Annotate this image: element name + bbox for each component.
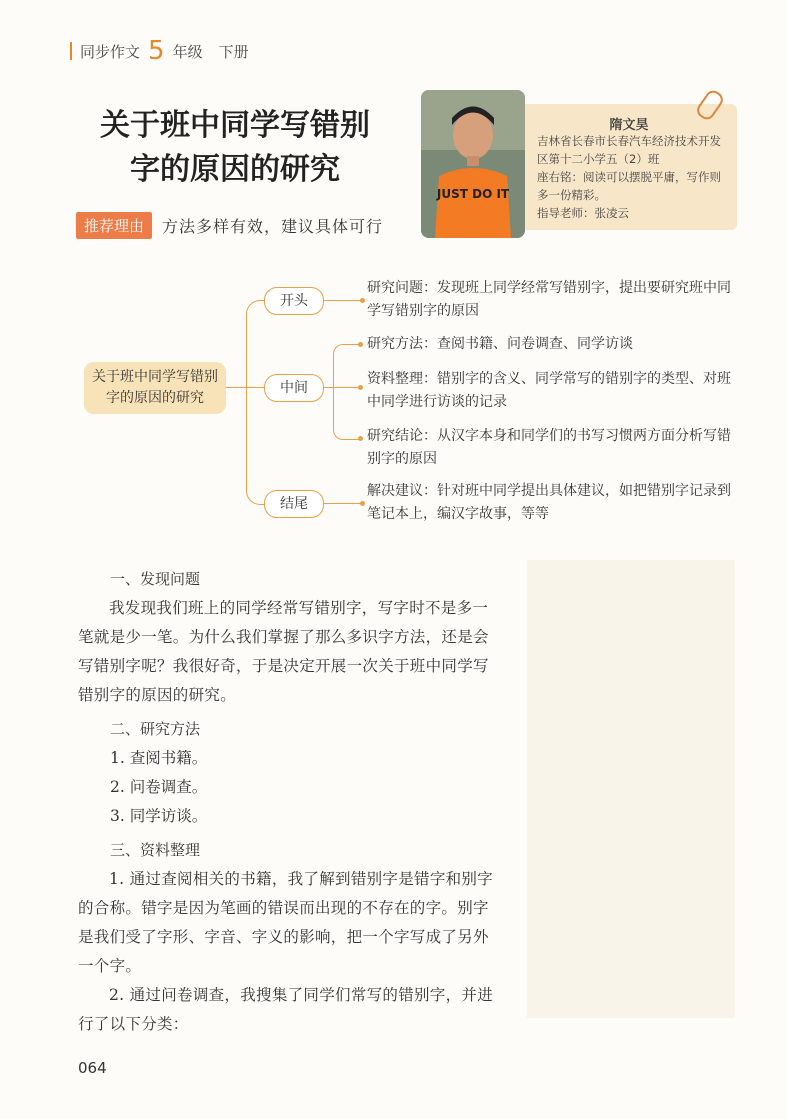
side-panel (527, 560, 735, 1018)
paragraph-2: 1. 通过查阅相关的书籍，我了解到错别字是错字和别字的合称。错字是因为笔画的错误而出现的不存在的字。别字是我们受了字形、字音、字义的影响，把一个字写成了另外一个字。 (78, 870, 494, 975)
author-info (537, 132, 727, 222)
mind-map (0, 270, 787, 530)
leaf-connector-mid (323, 387, 333, 388)
paragraph-3: 2. 通过问卷调查，我搜集了同学们常写的错别字，并进行了以下分类： (78, 986, 494, 1033)
mindmap-root-label: 关于班中同学写错别字的原因的研究 (92, 369, 218, 406)
leaf-dot (360, 298, 365, 303)
root-connector (226, 387, 246, 388)
section-heading-3: 三、资料整理 (110, 841, 201, 859)
author-teacher: 指导老师：张凌云 (537, 206, 629, 220)
author-school: 吉林省长春市长春汽车经济技术开发区第十二小学五（2）班 (537, 134, 721, 166)
list-item: 1. 查阅书籍。 (110, 749, 208, 767)
title-line-2: 字的原因的研究 (130, 152, 340, 187)
middle-connector (246, 387, 264, 388)
volume-label: 下册 (218, 42, 249, 61)
recommend-text: 方法多样有效，建议具体可行 (162, 217, 384, 236)
leaf-connector-2b (333, 387, 361, 388)
shirt-text: JUST DO IT (436, 187, 510, 201)
book-title: 同步作文 (80, 42, 141, 61)
section-heading-1: 一、发现问题 (110, 570, 201, 588)
leaf-data-collation: 资料整理：错别字的含义、同学常写的错别字的类型、对班中同学进行访谈的记录 (367, 371, 731, 410)
node-ending: 结尾 (264, 490, 324, 518)
branch-bracket (246, 300, 265, 505)
grade-number: 5 (148, 36, 165, 66)
leaf-dot (358, 436, 363, 441)
author-name: 隋文昊 (609, 118, 649, 133)
author-photo (421, 90, 525, 238)
recommend-reason (76, 212, 383, 239)
node-middle: 中间 (264, 374, 324, 402)
page-number: 064 (78, 1059, 107, 1077)
node-opening: 开头 (264, 287, 324, 315)
list-item: 3. 同学访谈。 (110, 807, 208, 825)
header-bar (70, 42, 72, 60)
article-body (78, 560, 498, 1039)
section-heading-2: 二、研究方法 (110, 720, 201, 738)
leaf-suggestions: 解决建议：针对班中同学提出具体建议，如把错别字记录到笔记本上，编汉字故事，等等 (367, 483, 731, 522)
leaf-research-method: 研究方法：查阅书籍、问卷调查、同学访谈 (367, 336, 633, 352)
author-motto: 座右铭：阅读可以摆脱平庸，写作则多一份精彩。 (537, 170, 721, 202)
article-title (60, 104, 410, 192)
list-item: 2. 问卷调查。 (110, 778, 208, 796)
leaf-dot (358, 342, 363, 347)
grade-label: 年级 (172, 42, 203, 61)
leaf-research-question: 研究问题：发现班上同学经常写错别字，提出要研究班中同学写错别字的原因 (367, 280, 731, 319)
leaf-dot (358, 385, 363, 390)
mindmap-root (84, 362, 226, 414)
title-line-1: 关于班中同学写错别 (100, 108, 370, 143)
leaf-connector-3 (323, 503, 363, 504)
paragraph-1: 我发现我们班上的同学经常写错别字，写字时不是多一笔就是少一笔。为什么我们掌握了那么多识字方法，还是会写错别字呢？我很好奇，于是决定开展一次关于班中同学写错别字的原因的研究。 (78, 599, 489, 704)
leaf-bracket (333, 344, 362, 440)
running-header (70, 36, 249, 66)
leaf-research-conclusion: 研究结论：从汉字本身和同学们的书写习惯两方面分析写错别字的原因 (367, 428, 731, 467)
recommend-tag: 推荐理由 (76, 212, 152, 239)
author-card (421, 90, 737, 238)
leaf-dot (360, 501, 365, 506)
leaf-connector-1 (323, 300, 363, 301)
